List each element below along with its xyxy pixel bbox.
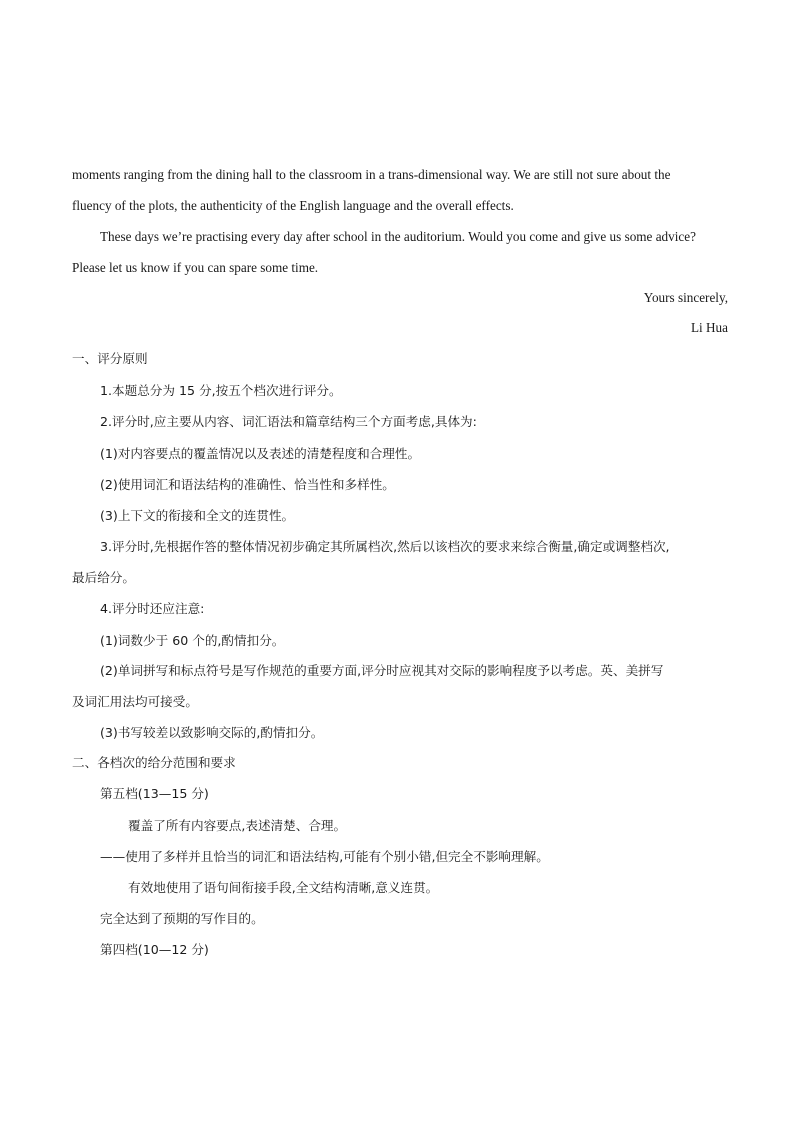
level-5-item-3: 有效地使用了语句间衔接手段,全文结构清晰,意义连贯。	[128, 880, 439, 895]
rule-item-2-c: (3)上下文的衔接和全文的连贯性。	[100, 508, 295, 523]
letter-paragraph-2-line-1: These days we’re practising every day after school in the auditorium. Would you come and give us some advice?	[100, 229, 696, 244]
rule-item-4-b-line-1: (2)单词拼写和标点符号是写作规范的重要方面,评分时应视其对交际的影响程度予以考虑。英、美拼写	[100, 663, 664, 678]
letter-paragraph-1-line-1: moments ranging from the dining hall to the classroom in a trans-dimensional way. We are still not sure about the	[72, 167, 671, 182]
level-4-title: 第四档(10—12 分)	[100, 942, 209, 957]
rule-item-4-c: (3)书写较差以致影响交际的,酌情扣分。	[100, 725, 324, 740]
letter-closing: Yours sincerely,	[643, 290, 728, 305]
rule-item-4-a: (1)词数少于 60 个的,酌情扣分。	[100, 633, 285, 648]
letter-paragraph-2-line-2: Please let us know if you can spare some time.	[72, 260, 319, 275]
rule-item-2: 2.评分时,应主要从内容、词汇语法和篇章结构三个方面考虑,具体为:	[100, 414, 477, 429]
level-5-item-1: 覆盖了所有内容要点,表述清楚、合理。	[128, 818, 347, 833]
rule-item-4: 4.评分时还应注意:	[100, 601, 205, 616]
rule-item-4-b-line-2: 及词汇用法均可接受。	[72, 694, 198, 709]
rule-item-3-line-1: 3.评分时,先根据作答的整体情况初步确定其所属档次,然后以该档次的要求来综合衡量,确定或调整档次,	[100, 539, 670, 554]
level-5-title: 第五档(13—15 分)	[100, 786, 209, 801]
section-heading-levels: 二、各档次的给分范围和要求	[72, 755, 236, 770]
level-5-item-4: 完全达到了预期的写作目的。	[100, 911, 264, 926]
letter-signature: Li Hua	[691, 320, 728, 335]
rule-item-2-a: (1)对内容要点的覆盖情况以及表述的清楚程度和合理性。	[100, 446, 421, 461]
rule-item-1: 1.本题总分为 15 分,按五个档次进行评分。	[100, 383, 342, 398]
letter-paragraph-1-line-2: fluency of the plots, the authenticity of the English language and the overall effects.	[72, 198, 514, 213]
section-heading-scoring-principles: 一、评分原则	[72, 351, 148, 366]
rule-item-3-line-2: 最后给分。	[72, 570, 135, 585]
rule-item-2-b: (2)使用词汇和语法结构的准确性、恰当性和多样性。	[100, 477, 395, 492]
level-5-item-2: ——使用了多样并且恰当的词汇和语法结构,可能有个别小错,但完全不影响理解。	[100, 849, 549, 864]
